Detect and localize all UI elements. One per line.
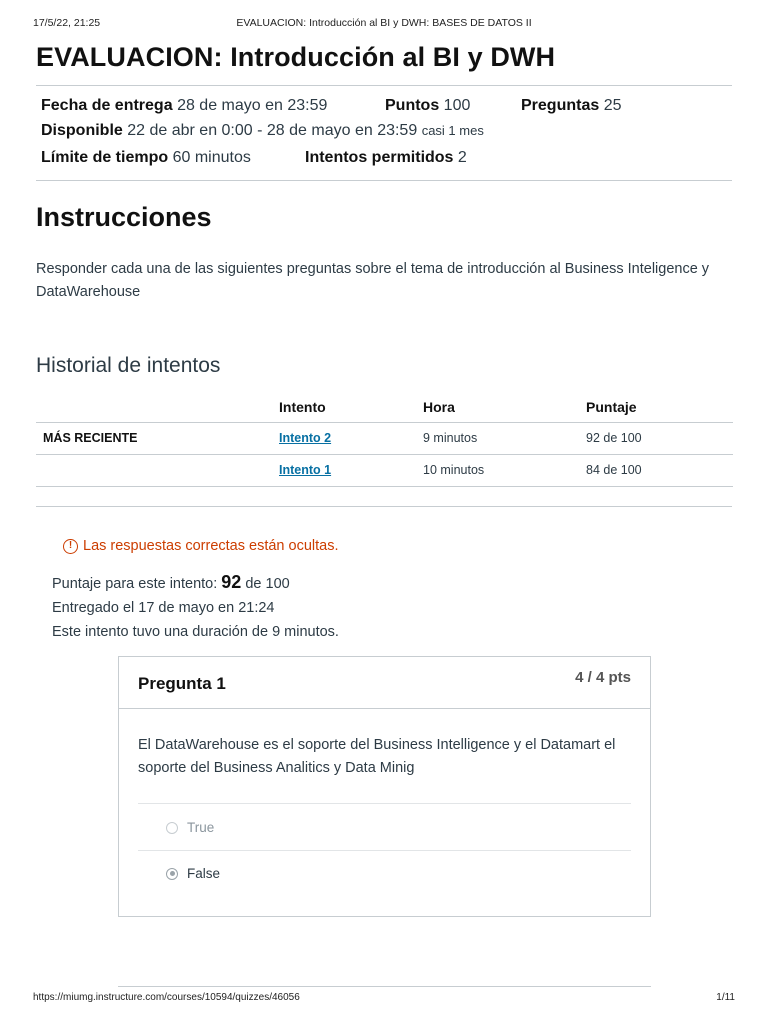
preguntas-label: Preguntas [521, 97, 600, 114]
print-header [33, 17, 735, 31]
divider [36, 506, 732, 507]
row-time: 9 minutos [423, 422, 586, 454]
puntos-value: 100 [443, 97, 471, 114]
question-title: Pregunta 1 [138, 674, 226, 693]
question-text: El DataWarehouse es el soporte del Business Intelligence y el Datamart el soporte del Business Analitics y Data Minig [138, 737, 616, 776]
meta-intentos [305, 149, 467, 167]
question-card [118, 656, 651, 917]
print-url: https://miumg.instructure.com/courses/10594/quizzes/46056 [33, 992, 300, 1003]
answer-true[interactable] [166, 820, 214, 835]
score-prefix: Puntaje para este intento: [52, 576, 222, 592]
answer-label: False [187, 866, 221, 881]
disponible-note: casi 1 mes [421, 123, 484, 138]
radio-selected-icon[interactable] [166, 868, 178, 880]
row-score: 92 de 100 [586, 422, 733, 454]
page-title: EVALUACION: Introducción al BI y DWH [36, 42, 556, 72]
row-score: 84 de 100 [586, 454, 733, 486]
warning-icon: ! [63, 539, 78, 554]
submitted-text: Entregado el 17 de mayo en 21:24 [52, 600, 275, 616]
duration-text: Este intento tuvo una duración de 9 minutos. [52, 624, 339, 640]
attempt-2-link[interactable]: Intento 2 [279, 431, 332, 445]
divider [36, 85, 732, 86]
intentos-label: Intentos permitidos [305, 149, 454, 166]
attempt-score [52, 572, 290, 593]
attempt-1-link[interactable]: Intento 1 [279, 463, 332, 477]
divider [36, 180, 732, 181]
print-title: EVALUACION: Introducción al BI y DWH: BASES DE DATOS II [236, 17, 532, 29]
puntos-label: Puntos [385, 97, 440, 114]
radio-unselected-icon[interactable] [166, 822, 178, 834]
col-header-puntaje: Puntaje [586, 392, 733, 422]
intentos-value: 2 [457, 149, 467, 166]
disponible-label: Disponible [41, 122, 123, 139]
row-label: MÁS RECIENTE [36, 422, 279, 454]
score-value: 92 [221, 572, 242, 592]
history-header-row [36, 392, 733, 422]
col-header-hora: Hora [423, 392, 586, 422]
col-header-intento: Intento [279, 392, 423, 422]
limite-label: Límite de tiempo [41, 149, 169, 166]
history-heading: Historial de intentos [36, 354, 221, 377]
question-header [119, 657, 650, 709]
divider [118, 986, 651, 987]
meta-fecha [41, 97, 327, 115]
instructions-text: Responder cada una de las siguientes preguntas sobre el tema de introducción al Business Inteligence y DataWarehouse [36, 261, 710, 300]
answer-false[interactable] [166, 866, 220, 881]
print-date: 17/5/22, 21:25 [33, 17, 101, 29]
print-page-number: 1/11 [716, 992, 735, 1003]
preguntas-value: 25 [603, 97, 622, 114]
meta-disponible [41, 122, 484, 140]
answer-divider [138, 850, 631, 851]
answer-label: True [187, 820, 215, 835]
table-row [36, 422, 733, 454]
disponible-value: 22 de abr en 0:00 - 28 de mayo en 23:59 [127, 122, 418, 139]
warning-text: Las respuestas correctas están ocultas. [83, 538, 339, 554]
col-header-empty [36, 392, 279, 422]
meta-preguntas [521, 97, 622, 115]
row-time: 10 minutos [423, 454, 586, 486]
fecha-label: Fecha de entrega [41, 97, 173, 114]
instructions-heading: Instrucciones [36, 202, 212, 232]
hidden-answers-warning [63, 538, 339, 554]
answer-divider [138, 803, 631, 804]
history-table [36, 392, 733, 487]
meta-limite [41, 149, 251, 167]
score-suffix: de 100 [241, 576, 290, 592]
fecha-value: 28 de mayo en 23:59 [177, 97, 328, 114]
meta-puntos [385, 97, 470, 115]
question-points: 4 / 4 pts [575, 669, 631, 686]
table-row [36, 454, 733, 486]
limite-value: 60 minutos [172, 149, 251, 166]
row-label [36, 454, 279, 486]
